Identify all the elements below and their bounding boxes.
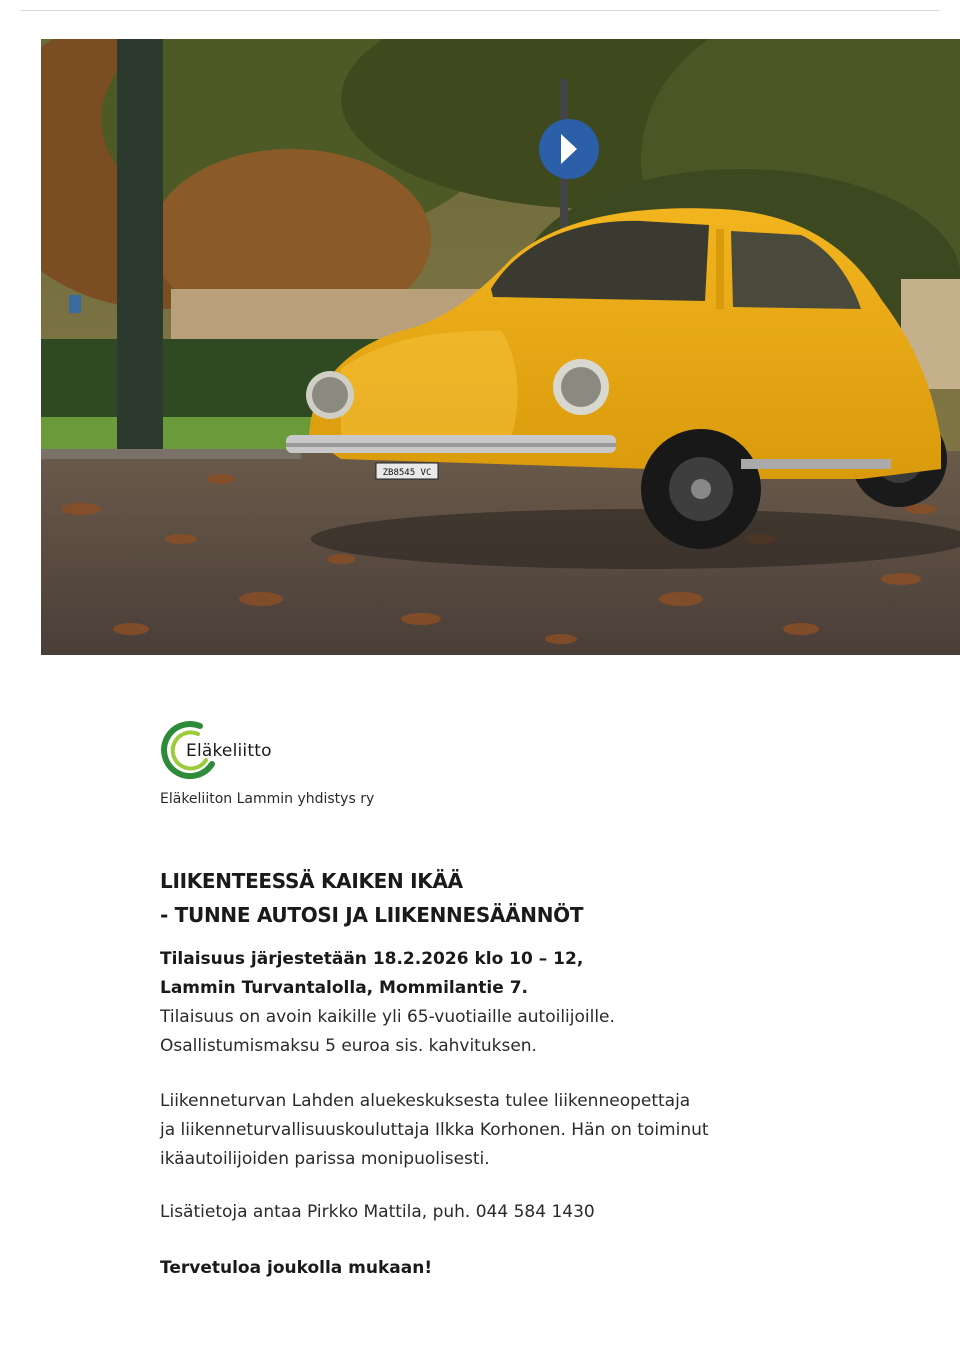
event-location: Lammin Turvantalolla, Mommilantie 7.	[160, 978, 528, 998]
speaker-line-2: ja liikenneturvallisuuskouluttaja Ilkka Korhonen. Hän on toiminut	[160, 1120, 709, 1140]
contact-info: Lisätietoja antaa Pirkko Mattila, puh. 044 584 1430	[160, 1202, 595, 1222]
license-plate: ZB8545 VC	[382, 468, 432, 478]
logo-wordmark: Eläkeliitto	[186, 741, 272, 761]
organization-name: Eläkeliiton Lammin yhdistys ry	[160, 791, 375, 807]
hero-photo	[41, 39, 960, 655]
speaker-paragraph	[160, 1087, 709, 1174]
headline	[160, 864, 583, 932]
top-rule	[20, 10, 940, 11]
speaker-line-3: ikäautoilijoiden parissa monipuolisesti.	[160, 1149, 490, 1169]
speaker-line-1: Liikenneturvan Lahden aluekeskuksesta tulee liikenneopettaja	[160, 1091, 691, 1111]
event-time: Tilaisuus järjestetään 18.2.2026 klo 10 – 12,	[160, 949, 584, 969]
event-details	[160, 945, 615, 1061]
headline-line-1: LIIKENTEESSÄ KAIKEN IKÄÄ	[160, 869, 463, 893]
event-fee: Osallistumismaksu 5 euroa sis. kahvituksen.	[160, 1036, 537, 1056]
event-audience: Tilaisuus on avoin kaikille yli 65-vuotiaille autoilijoille.	[160, 1007, 615, 1027]
welcome-text: Tervetuloa joukolla mukaan!	[160, 1258, 433, 1278]
headline-line-2: - TUNNE AUTOSI JA LIIKENNESÄÄNNÖT	[160, 903, 584, 927]
eläkeliitto-logo	[160, 720, 320, 780]
